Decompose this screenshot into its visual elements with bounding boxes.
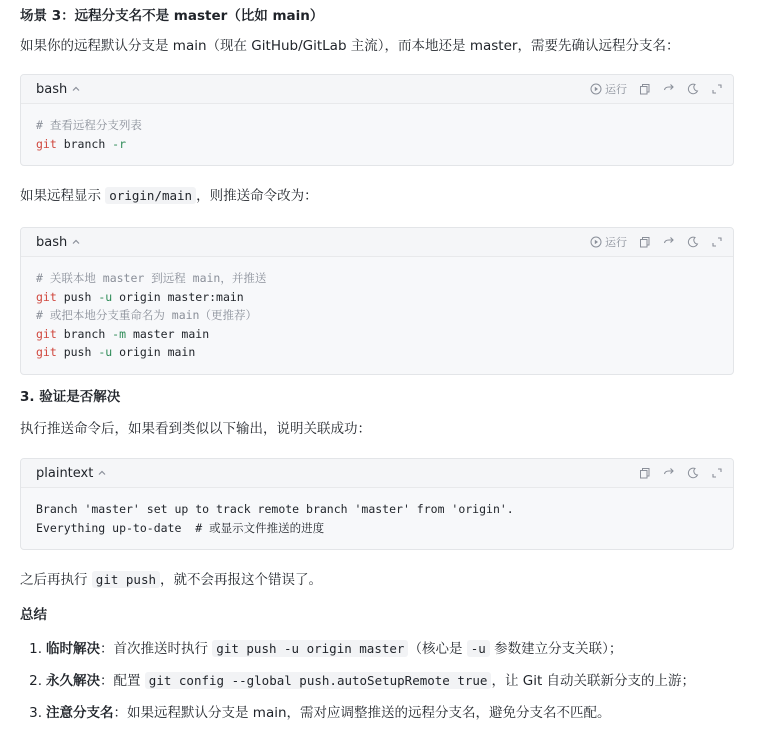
code-language-label: bash	[36, 234, 68, 250]
play-icon	[590, 83, 602, 95]
code-block-header	[21, 459, 733, 488]
output-line: Everything up-to-date # 或显示文件推送的进度	[36, 520, 325, 535]
code-language-toggle[interactable]	[36, 82, 81, 97]
play-icon	[590, 236, 602, 248]
code-block-3	[20, 458, 734, 550]
verify-heading: 3. 验证是否解决	[20, 389, 121, 405]
code-language-toggle[interactable]	[36, 466, 107, 481]
expand-icon[interactable]	[711, 83, 723, 95]
expand-icon[interactable]	[711, 236, 723, 248]
code-line: git branch -r	[36, 136, 127, 151]
theme-moon-icon[interactable]	[687, 467, 699, 479]
code-line-comment: # 查看远程分支列表	[36, 118, 142, 132]
summary-item: 2. 永久解决：配置 git config --global push.autoSetupRemote true ，让 Git 自动关联新分支的上游；	[29, 673, 696, 689]
code-toolbar	[590, 81, 723, 97]
copy-icon[interactable]	[639, 236, 651, 248]
code-content	[21, 257, 733, 372]
share-arrow-icon[interactable]	[663, 236, 675, 248]
chevron-up-icon	[71, 237, 81, 247]
verify-description: 执行推送命令后，如果看到类似以下输出，说明关联成功：	[20, 421, 371, 437]
remote-shows-paragraph: 如果远程显示 origin/main ，则推送命令改为：	[20, 188, 318, 204]
scene3-title: 场景 3：远程分支名不是 master（比如 main）	[20, 8, 324, 24]
code-block-2	[20, 227, 734, 375]
code-toolbar	[639, 467, 723, 479]
inline-code: -u	[467, 640, 490, 657]
copy-icon[interactable]	[639, 83, 651, 95]
chevron-up-icon	[71, 84, 81, 94]
run-button[interactable]	[590, 234, 627, 250]
code-line: git push -u origin main	[36, 345, 196, 359]
inline-code: git config --global push.autoSetupRemote true	[145, 672, 492, 689]
code-content	[21, 488, 733, 547]
code-block-header	[21, 75, 733, 104]
code-language-label: bash	[36, 81, 68, 97]
theme-moon-icon[interactable]	[687, 236, 699, 248]
summary-item: 3. 注意分支名：如果远程默认分支是 main，需对应调整推送的远程分支名，避免分支名不匹配。	[29, 705, 611, 721]
inline-code: git push	[92, 571, 160, 588]
run-label: 运行	[605, 236, 627, 249]
scene3-description: 如果你的远程默认分支是 main（现在 GitHub/GitLab 主流），而本地还是 master，需要先确认远程分支名：	[20, 38, 680, 54]
code-line-comment: # 关联本地 master 到远程 main，并推送	[36, 271, 267, 285]
expand-icon[interactable]	[711, 467, 723, 479]
run-button[interactable]	[590, 81, 627, 97]
output-line: Branch 'master' set up to track remote branch 'master' from 'origin'.	[36, 502, 514, 516]
summary-heading: 总结	[20, 607, 47, 623]
after-push-paragraph: 之后再执行 git push ，就不会再报这个错误了。	[20, 572, 323, 588]
copy-icon[interactable]	[639, 467, 651, 479]
share-arrow-icon[interactable]	[663, 83, 675, 95]
chevron-up-icon	[97, 468, 107, 478]
code-line: git push -u origin master:main	[36, 289, 244, 304]
summary-list	[20, 638, 695, 734]
inline-code: origin/main	[105, 187, 196, 204]
code-block-header	[21, 228, 733, 257]
inline-code: git push -u origin master	[212, 640, 408, 657]
theme-moon-icon[interactable]	[687, 83, 699, 95]
code-line-comment: # 或把本地分支重命名为 main（更推荐）	[36, 308, 257, 322]
run-label: 运行	[605, 83, 627, 96]
code-block-1	[20, 74, 734, 166]
share-arrow-icon[interactable]	[663, 467, 675, 479]
code-toolbar	[590, 234, 723, 250]
code-content	[21, 104, 733, 163]
summary-item: 1. 临时解决：首次推送时执行 git push -u origin master （核心是 -u 参数建立分支关联）；	[29, 641, 623, 657]
code-language-label: plaintext	[36, 465, 94, 481]
code-line: git branch -m master main	[36, 326, 210, 341]
code-language-toggle[interactable]	[36, 235, 81, 250]
